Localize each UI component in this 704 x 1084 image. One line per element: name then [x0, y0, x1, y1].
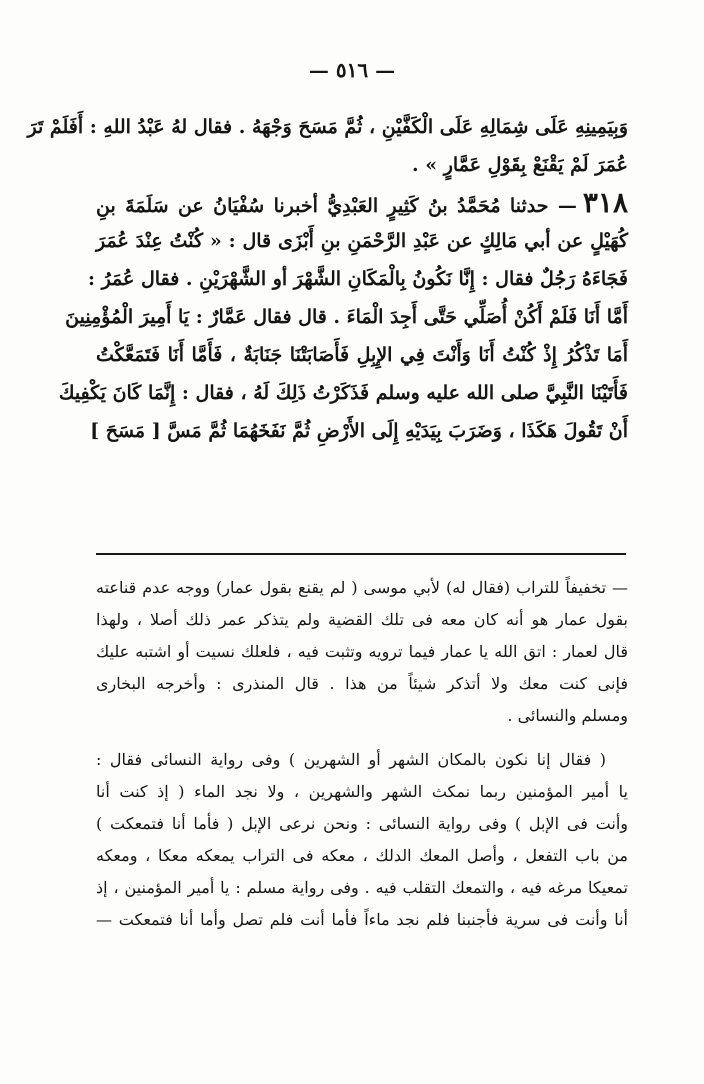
main-text-line: أَمَّا أَنَا فَلَمْ أَكُنْ أُصَلِّي حَتَّى أَجِدَ الْمَاءَ . قال فقال عَمَّارٌ : يَا أَمِيرَ الْمُؤْمِنِينَ: [65, 306, 628, 328]
hadith-isnad: — حدثنا مُحَمَّدُ بنُ كَثِيرٍ العَبْدِيُّ أخبرنا سُفْيَانُ عن سَلَمَةَ بنِ: [96, 195, 577, 217]
commentary-line: — تخفيفاً للتراب (فقال له) لأبي موسى ( لم يقنع بقول عمار) ووجه عدم قناعته: [96, 578, 628, 597]
commentary-line: وأنت فى الإبل ) وفى رواية النسائى : ونحن نرعى الإبل ( فأما أنا فتمعكت ): [96, 814, 628, 833]
page-number: — ٥١٦ —: [308, 58, 396, 82]
main-text-line: أَمَا تَذْكُرُ إِذْ كُنْتُ أَنَا وَأَنْتَ فِي الإِبِلِ فَأَصَابَتْنَا جَنَابَةٌ ، فَأَمَّا أَنَا فَتَمَعَّكْتُ: [96, 344, 628, 366]
footnote-separator: [96, 553, 626, 555]
main-text-line: كُهَيْلٍ عن أبي مَالِكٍ عن عَبْدِ الرَّحْمَنِ بنِ أَبْزَى قال : « كُنْتُ عِنْدَ عُمَرَ: [96, 230, 628, 252]
commentary-line: ومسلم والنسائى .: [507, 706, 628, 725]
commentary-line: فإنى كنت معك ولا أتذكر شيئاً من هذا . قال المنذرى : وأخرجه البخارى: [96, 674, 628, 693]
main-text-line: فَأَتَيْنَا النَّبِيَّ صلى الله عليه وسلم فَذَكَرْتُ ذَلِكَ لَهُ ، فقال : إِنَّمَا كَانَ يَكْفِيكَ: [58, 382, 628, 404]
hadith-number: ٣١٨: [582, 186, 628, 219]
commentary-line: قال لعمار : اتق الله يا عمار فيما ترويه وتثبت فيه ، فلعلك نسيت أو اشتبه عليك: [96, 642, 628, 661]
commentary-line: ( فقال إنا نكون بالمكان الشهر أو الشهرين ) وفى رواية النسائى فقال :: [96, 750, 606, 769]
commentary-paragraph: [96, 744, 628, 936]
main-text-line: [96, 184, 628, 222]
commentary-line: بقول عمار هو أنه كان معه فى تلك القضية ولم يتذكر عمر ذلك أصلا ، ولهذا: [96, 610, 628, 629]
paragraph-gap: [96, 732, 628, 744]
commentary-paragraph: [96, 572, 628, 732]
commentary-block: [96, 572, 628, 936]
commentary-line: من باب التفعل ، وأصل المعك الدلك ، معكه فى التراب يمعكه معكا ، ومعكه: [96, 846, 628, 865]
commentary-line: يا أمير المؤمنين ربما نمكث الشهر والشهرين ، ولا نجد الماء ( إذ كنت أنا: [96, 782, 628, 801]
main-text-line: فَجَاءَهُ رَجُلٌ فقال : إِنَّا نَكُونُ بِالْمَكَانِ الشَّهْرَ أو الشَّهْرَيْنِ . فقال عُمَرُ :: [87, 268, 628, 290]
main-text-line: أَنْ تَقُولَ هَكَذَا ، وَضَرَبَ بِيَدَيْهِ إِلَى الأَرْضِ ثُمَّ نَفَخَهُمَا ثُمَّ مَسَّ [ مَسَحَ ]: [90, 420, 628, 442]
main-text-line: وَبِيَمِينِهِ عَلَى شِمَالِهِ عَلَى الْكَفَّيْنِ ، ثُمَّ مَسَحَ وَجْهَهُ . فقال لهُ عَبْدُ اللهِ : أَفَلَمْ تَرَ: [27, 116, 628, 138]
hadith-text-block: [27, 108, 628, 450]
commentary-line: أنا وأنت فى سرية فأجنبنا فلم نجد ماءاً فأما أنت فلم تصل وأما أنا فتمعكت —: [96, 910, 628, 929]
commentary-line: تمعيكا مرغه فيه ، والتمعك التقلب فيه . وفى رواية مسلم : يا أمير المؤمنين ، إذ: [96, 878, 628, 897]
main-text-line: عُمَرَ لَمْ يَقْنَعْ بِقَوْلِ عَمَّارٍ » .: [412, 154, 628, 176]
